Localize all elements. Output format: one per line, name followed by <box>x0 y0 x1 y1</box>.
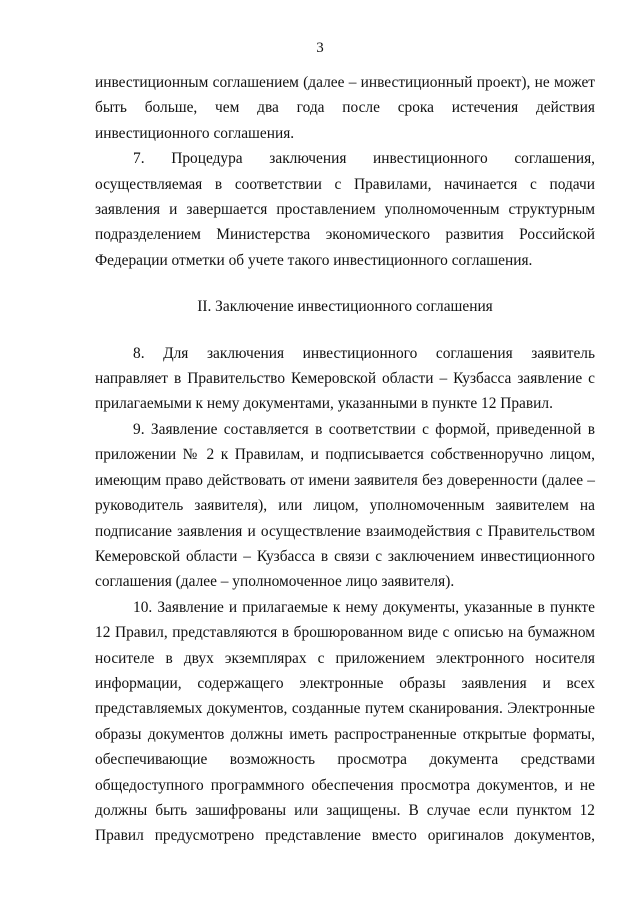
document-body <box>95 70 595 849</box>
paragraph-8: 8. Для заключения инвестиционного соглашения заявитель направляет в Правительство Кемеровской области – Кузбасса заявление с прилагаемыми к нему документами, указанными в пункте 12 Правил. <box>95 344 595 413</box>
section-heading: II. Заключение инвестиционного соглашения <box>197 298 493 316</box>
paragraph-continuation: инвестиционным соглашением (далее – инвестиционный проект), не может быть больше, чем два года после срока истечения действия инвестиционного соглашения. <box>95 74 595 142</box>
page-number: 3 <box>316 40 324 56</box>
paragraph-7: 7. Процедура заключения инвестиционного соглашения, осуществляемая в соответствии с Правилами, начинается с подачи заявления и завершается проставлением уполномоченным структурным подразделением Министерства экономического развития Российской Федерации отметки об учете такого инвестиционного соглашения. <box>95 150 595 269</box>
paragraph-9: 9. Заявление составляется в соответствии с формой, приведенной в приложении № 2 к Правилам, и подписывается собственноручно лицом, имеющим право действовать от имени заявителя без доверенности (далее – руководитель заявителя), или лицом, уполномоченным заявителем на подписание заявления и осуществление взаимодействия с Правительством Кемеровской области – Кузбасса в связи с заключением инвестиционного соглашения (далее – уполномоченное лицо заявителя). <box>95 420 595 591</box>
paragraph-10: 10. Заявление и прилагаемые к нему документы, указанные в пункте 12 Правил, представляются в брошюрованном виде с описью на бумажном носителе в двух экземплярах с приложением электронного носителя информации, содержащего электронные образы заявления и всех представляемых документов, созданные путем сканирования. Электронные образы документов должны иметь распространенные открытые форматы, обеспечивающие возможность просмотра документа средствами общедоступного программного обеспечения просмотра документов, и не должны быть зашифрованы или защищены. В случае если пунктом 12 Правил предусмотрено представление вместо оригиналов документов, <box>95 598 595 845</box>
